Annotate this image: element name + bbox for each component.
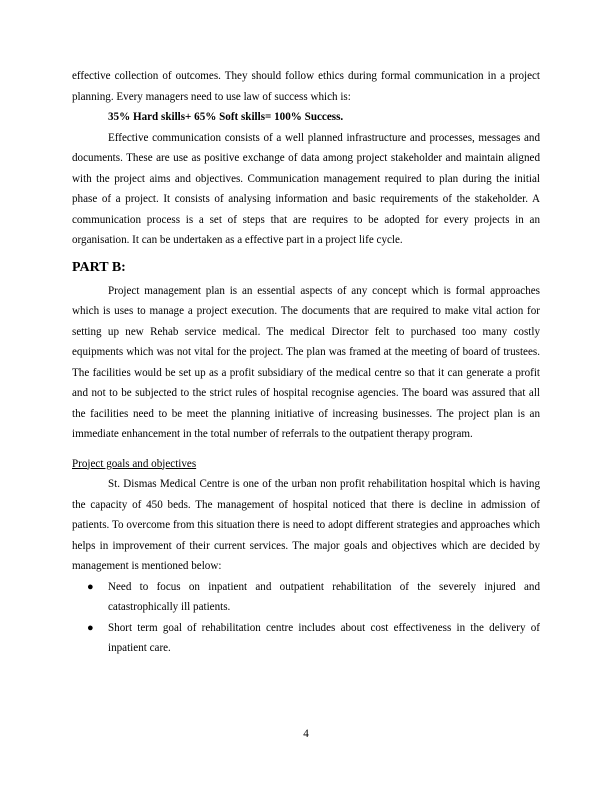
communication-paragraph: Effective communication consists of a well planned infrastructure and processes, messages and documents. These are use as positive exchange of data among project stakeholder and maintain aligned with the project aims and objectives. Communication management required to plan during the initial phase of a project. It consists of analysing information and basic requirements of the stakeholder. A communication process is a set of steps that are requires to be adopted for every projects in an organisation. It can be undertaken as a effective part in a project life cycle. xyxy=(72,131,540,246)
page-number: 4 xyxy=(303,728,309,740)
list-item-text: Need to focus on inpatient and outpatient rehabilitation of the severely injured and catastrophically ill patients. xyxy=(108,580,540,613)
goals-list xyxy=(72,577,540,659)
part-b-heading: PART B: xyxy=(72,259,126,275)
project-plan-paragraph: Project management plan is an essential aspects of any concept which is formal approaches which is uses to manage a project execution. The documents that are required to make vital action for setting up new Rehab service medical. The medical Director felt to purchased too many costly equipments which was not vital for the project. The plan was framed at the meeting of board of trustees. The facilities would be set up as a profit subsidiary of the medical centre so that it can generate a profit and not to be subjected to the strict rules of hospital recognise agencies. The board was assured that all the facilities need to be meet the planning initiative of increasing businesses. The project plan is an immediate enhancement in the total number of referrals to the outpatient therapy program. xyxy=(72,284,540,440)
list-item xyxy=(72,618,540,659)
success-formula: 35% Hard skills+ 65% Soft skills= 100% Success. xyxy=(108,111,344,123)
intro-paragraph: effective collection of outcomes. They should follow ethics during formal communication in a project planning. Every managers need to use law of success which is: xyxy=(72,70,540,103)
goals-paragraph: St. Dismas Medical Centre is one of the urban non profit rehabilitation hospital which is having the capacity of 450 beds. The management of hospital noticed that there is decline in admission of patients. To overcome from this situation there is need to adopt different strategies and approaches which helps in improvement of their current services. The major goals and objectives which are decided by management is mentioned below: xyxy=(72,478,540,572)
bullet-icon: ● xyxy=(87,580,94,593)
list-item-text: Short term goal of rehabilitation centre includes about cost effectiveness in the delivery of inpatient care. xyxy=(108,621,540,654)
goals-subheading: Project goals and objectives xyxy=(72,457,197,470)
bullet-icon: ● xyxy=(87,621,94,634)
list-item xyxy=(72,577,540,618)
document-page xyxy=(72,66,540,659)
